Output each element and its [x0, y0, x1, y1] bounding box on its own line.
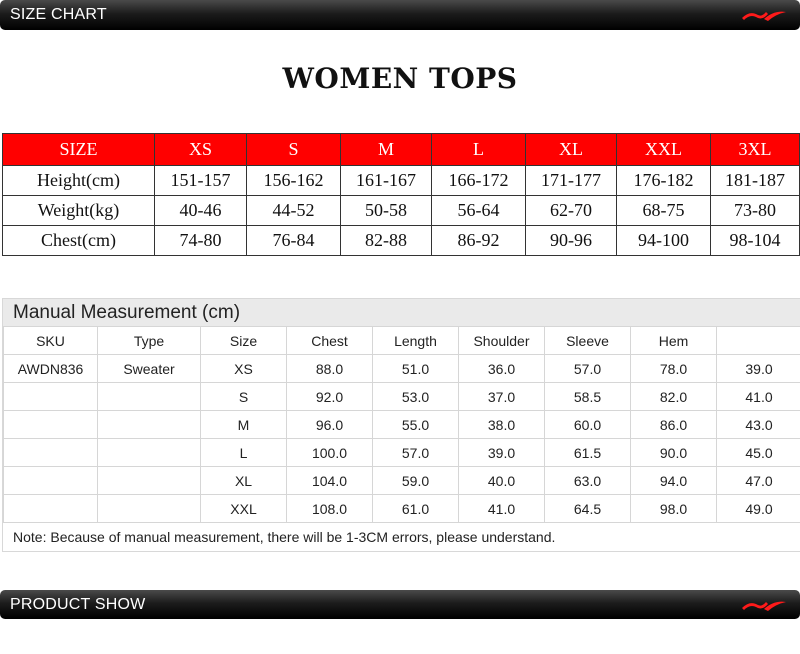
table-cell: 58.5	[545, 383, 631, 411]
table-cell: 96.0	[287, 411, 373, 439]
table-cell: 50-58	[341, 196, 432, 226]
table-cell: 40.0	[459, 467, 545, 495]
table-cell: 76-84	[247, 226, 341, 256]
table-cell: 171-177	[526, 166, 617, 196]
table-cell: 90-96	[526, 226, 617, 256]
table-cell: 82-88	[341, 226, 432, 256]
table-cell	[4, 411, 98, 439]
table-cell	[4, 467, 98, 495]
table-cell: 151-157	[155, 166, 247, 196]
table-cell: 78.0	[631, 355, 717, 383]
table-cell: 56-64	[432, 196, 526, 226]
table-cell: 39.0	[459, 439, 545, 467]
table-cell: AWDN836	[4, 355, 98, 383]
table-cell: 176-182	[617, 166, 711, 196]
table-cell: XS	[201, 355, 287, 383]
table-row	[4, 495, 800, 523]
table-cell: 92.0	[287, 383, 373, 411]
brand-swoosh-logo-icon	[740, 6, 788, 24]
table-cell: 53.0	[373, 383, 459, 411]
header-cell: M	[341, 134, 432, 166]
table-cell: 100.0	[287, 439, 373, 467]
table-cell: 40-46	[155, 196, 247, 226]
header-cell: Size	[201, 327, 287, 355]
manual-measurement-title: Manual Measurement (cm)	[3, 299, 800, 326]
table-cell: L	[201, 439, 287, 467]
row-label: Height(cm)	[3, 166, 155, 196]
table-cell	[98, 495, 201, 523]
header-cell: XL	[526, 134, 617, 166]
table-cell: 108.0	[287, 495, 373, 523]
table-cell: 57.0	[373, 439, 459, 467]
table-row	[4, 439, 800, 467]
product-show-header-bar	[0, 590, 800, 619]
table-cell: 94.0	[631, 467, 717, 495]
table-row	[4, 355, 800, 383]
page-heading: WOMEN TOPS	[282, 62, 518, 95]
table-cell: 74-80	[155, 226, 247, 256]
table-cell	[4, 495, 98, 523]
header-cell: Sleeve	[545, 327, 631, 355]
table-cell: 55.0	[373, 411, 459, 439]
row-label: Chest(cm)	[3, 226, 155, 256]
table-cell	[98, 467, 201, 495]
table-cell: 45.0	[717, 439, 800, 467]
table-cell: 60.0	[545, 411, 631, 439]
measurement-note: Note: Because of manual measurement, there will be 1-3CM errors, please understand.	[13, 529, 556, 545]
table-cell: 98-104	[711, 226, 800, 256]
table-cell: 73-80	[711, 196, 800, 226]
header-cell: L	[432, 134, 526, 166]
header-cell: SIZE	[3, 134, 155, 166]
table-cell: 61.5	[545, 439, 631, 467]
table-cell: 62-70	[526, 196, 617, 226]
table-cell: 86.0	[631, 411, 717, 439]
table-row	[4, 467, 800, 495]
manual-measurement-panel	[2, 298, 800, 552]
table-cell	[4, 383, 98, 411]
header-cell: Hem	[631, 327, 717, 355]
header-cell: SKU	[4, 327, 98, 355]
table-cell: 37.0	[459, 383, 545, 411]
table-row	[4, 383, 800, 411]
table-cell: Sweater	[98, 355, 201, 383]
table-cell: 161-167	[341, 166, 432, 196]
table-row	[3, 226, 800, 256]
table-cell: 39.0	[717, 355, 800, 383]
size-chart-title: SIZE CHART	[10, 6, 107, 23]
table-cell	[4, 439, 98, 467]
table-cell: 86-92	[432, 226, 526, 256]
header-cell: Shoulder	[459, 327, 545, 355]
table-cell: 43.0	[717, 411, 800, 439]
table-cell: 38.0	[459, 411, 545, 439]
table-row	[4, 411, 800, 439]
table-cell: 156-162	[247, 166, 341, 196]
header-cell: Chest	[287, 327, 373, 355]
table-row	[3, 196, 800, 226]
table-cell: 104.0	[287, 467, 373, 495]
table-cell: 41.0	[459, 495, 545, 523]
header-cell: Type	[98, 327, 201, 355]
table-cell: 82.0	[631, 383, 717, 411]
header-cell: Length	[373, 327, 459, 355]
header-cell	[717, 327, 800, 355]
table-cell: 63.0	[545, 467, 631, 495]
table-cell: 94-100	[617, 226, 711, 256]
table-cell: 51.0	[373, 355, 459, 383]
table-cell: 98.0	[631, 495, 717, 523]
header-cell: S	[247, 134, 341, 166]
size-table-header-row	[3, 134, 800, 166]
table-cell: M	[201, 411, 287, 439]
table-cell	[98, 439, 201, 467]
table-cell: 44-52	[247, 196, 341, 226]
brand-swoosh-logo-icon	[740, 596, 788, 614]
size-chart-table	[2, 133, 800, 256]
table-cell: 41.0	[717, 383, 800, 411]
manual-measurement-table	[3, 326, 800, 523]
product-show-title: PRODUCT SHOW	[10, 596, 146, 613]
table-cell: 57.0	[545, 355, 631, 383]
table-cell: 181-187	[711, 166, 800, 196]
table-cell: 68-75	[617, 196, 711, 226]
table-cell: XL	[201, 467, 287, 495]
row-label: Weight(kg)	[3, 196, 155, 226]
table-cell: 59.0	[373, 467, 459, 495]
table-row	[3, 166, 800, 196]
table-cell: 61.0	[373, 495, 459, 523]
table-cell: 166-172	[432, 166, 526, 196]
header-cell: XS	[155, 134, 247, 166]
table-cell: XXL	[201, 495, 287, 523]
header-cell: XXL	[617, 134, 711, 166]
manual-header-row	[4, 327, 800, 355]
size-chart-header-bar	[0, 0, 800, 30]
table-cell: S	[201, 383, 287, 411]
table-cell: 88.0	[287, 355, 373, 383]
table-cell	[98, 411, 201, 439]
table-cell: 47.0	[717, 467, 800, 495]
table-cell: 36.0	[459, 355, 545, 383]
table-cell: 64.5	[545, 495, 631, 523]
table-cell: 49.0	[717, 495, 800, 523]
header-cell: 3XL	[711, 134, 800, 166]
table-cell: 90.0	[631, 439, 717, 467]
table-cell	[98, 383, 201, 411]
